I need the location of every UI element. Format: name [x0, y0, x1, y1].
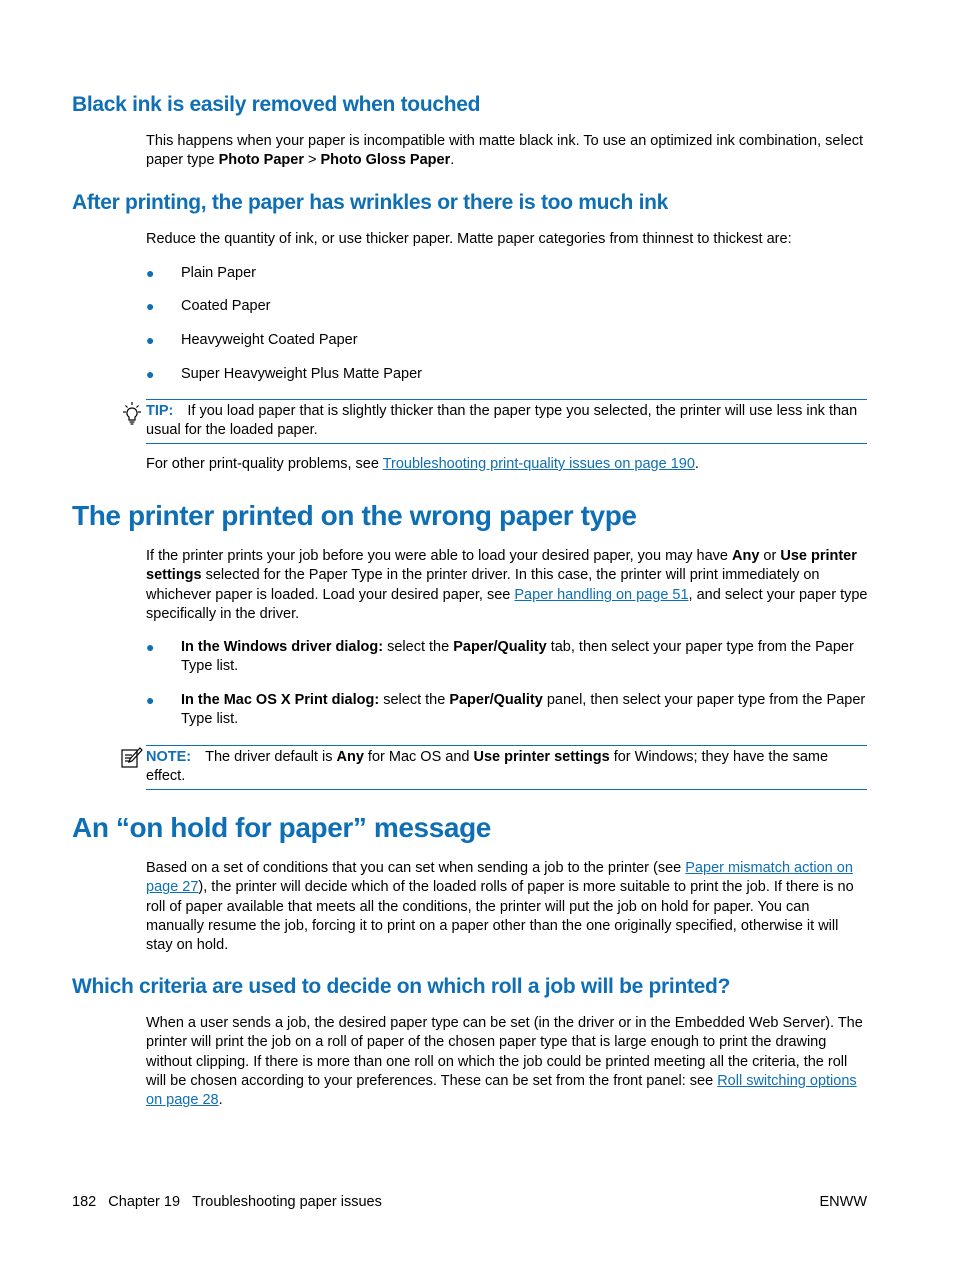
paragraph-black-ink	[146, 132, 868, 171]
text: , and select your paper type specifically in the driver.	[146, 586, 868, 622]
note-label: NOTE:	[146, 749, 192, 765]
list-item	[146, 297, 868, 316]
text: select the	[383, 639, 454, 655]
note-icon	[120, 746, 144, 770]
text: for Windows; they have the same effect.	[146, 749, 829, 785]
heading-black-ink: Black ink is easily removed when touched	[72, 93, 481, 116]
bullet-icon: ●	[146, 265, 155, 281]
paragraph-on-hold	[146, 859, 868, 955]
text: .	[450, 152, 455, 169]
list-item	[146, 331, 868, 350]
bold-paper-quality: Paper/Quality	[449, 692, 543, 708]
footer-chapter: Chapter 19	[108, 1194, 181, 1210]
footer-right: ENWW	[819, 1194, 867, 1210]
heading-wrong-paper-type: The printer printed on the wrong paper type	[72, 500, 637, 531]
bold-mac-dialog: In the Mac OS X Print dialog:	[181, 692, 380, 708]
list-item	[146, 264, 868, 283]
text: When a user sends a job, the desired paper type can be set (in the driver or in the Embedded Web Server). The printer will print the job on a roll of paper of the chosen paper type that is large enough to print the drawing without clipping. If there is more than one roll on which the job could be printed meeting all the criteria, the roll will be chosen according to your preferences. These can be set from the front panel: see	[146, 1015, 863, 1089]
bullet-icon: ●	[146, 366, 155, 382]
lightbulb-icon	[120, 401, 144, 427]
text: >	[303, 152, 321, 169]
text: or	[759, 548, 781, 564]
heading-on-hold: An “on hold for paper” message	[72, 812, 491, 843]
paragraph-other-problems	[146, 455, 868, 474]
link-paper-mismatch[interactable]: Paper mismatch action on page 27	[146, 860, 853, 896]
text: for Mac OS and	[363, 749, 474, 765]
text: tab, then select your paper type from the Paper Type list.	[181, 639, 854, 675]
link-print-quality[interactable]: Troubleshooting print-quality issues on page 190	[382, 456, 695, 472]
text: ), the printer will decide which of the loaded rolls of paper is more suitable to print the job. If there is no roll of paper available that meets all the conditions, the printer will put the job on hold for paper. You can manually resume the job, forcing it to print on a paper other than the one originally specified, otherwise it will stay on hold.	[146, 879, 854, 954]
paragraph-wrinkles-intro: Reduce the quantity of ink, or use thicker paper. Matte paper categories from thinnest to thickest are:	[146, 231, 792, 247]
list-item	[146, 691, 868, 730]
tip-label: TIP:	[146, 403, 174, 419]
bold-use-printer-settings: Use printer settings	[146, 548, 857, 584]
paragraph-wrong-type	[146, 547, 868, 624]
text: The driver default is	[205, 749, 337, 765]
text: For other print-quality problems, see	[146, 456, 383, 472]
bold-photo-gloss-paper: Photo Gloss Paper	[320, 152, 451, 169]
list-item	[146, 365, 868, 384]
tip-text: If you load paper that is slightly thicker than the paper type you selected, the printer will use less ink than usual for the loaded paper.	[146, 403, 858, 439]
bold-any: Any	[731, 548, 760, 564]
bullet-icon: ●	[146, 692, 155, 708]
page-number: 182	[72, 1194, 97, 1210]
list-item-text	[181, 638, 868, 677]
heading-wrinkles: After printing, the paper has wrinkles or there is too much ink	[72, 191, 669, 214]
bullet-icon: ●	[146, 298, 155, 314]
bullet-icon: ●	[146, 639, 155, 655]
bold-photo-paper: Photo Paper	[218, 152, 304, 169]
bold-use-printer-settings: Use printer settings	[473, 749, 610, 765]
bold-any: Any	[336, 749, 364, 765]
footer-chapter-title: Troubleshooting paper issues	[192, 1194, 382, 1210]
list-item-text: Plain Paper	[181, 265, 256, 281]
text: Based on a set of conditions that you can set when sending a job to the printer (see	[146, 860, 686, 876]
paragraph-criteria	[146, 1014, 868, 1110]
list-item-text	[181, 691, 868, 730]
heading-criteria: Which criteria are used to decide on which roll a job will be printed?	[72, 975, 731, 998]
list-item-text: Super Heavyweight Plus Matte Paper	[181, 366, 422, 382]
text: .	[218, 1092, 223, 1109]
bold-paper-quality: Paper/Quality	[453, 639, 547, 655]
list-item-text: Coated Paper	[181, 298, 271, 314]
footer-left	[72, 1193, 382, 1212]
tip-callout	[146, 399, 867, 444]
list-item	[146, 638, 868, 677]
text: selected for the Paper Type in the printer driver. In this case, the printer will print immediately on whichever paper is loaded. Load your desired paper, see	[146, 567, 820, 603]
link-paper-handling[interactable]: Paper handling on page 51	[514, 586, 689, 603]
text: If the printer prints your job before you were able to load your desired paper, you may have	[146, 548, 732, 564]
text: .	[694, 456, 699, 472]
list-item-text: Heavyweight Coated Paper	[181, 332, 358, 348]
text: select the	[379, 692, 450, 708]
bold-windows-dialog: In the Windows driver dialog:	[181, 639, 384, 655]
text: panel, then select your paper type from the Paper Type list.	[181, 692, 866, 728]
note-callout	[146, 745, 867, 790]
bullet-icon: ●	[146, 332, 155, 348]
link-roll-switching[interactable]: Roll switching options on page 28	[146, 1072, 857, 1109]
text: This happens when your paper is incompatible with matte black ink. To use an optimized ink combination, select paper type	[146, 133, 864, 169]
